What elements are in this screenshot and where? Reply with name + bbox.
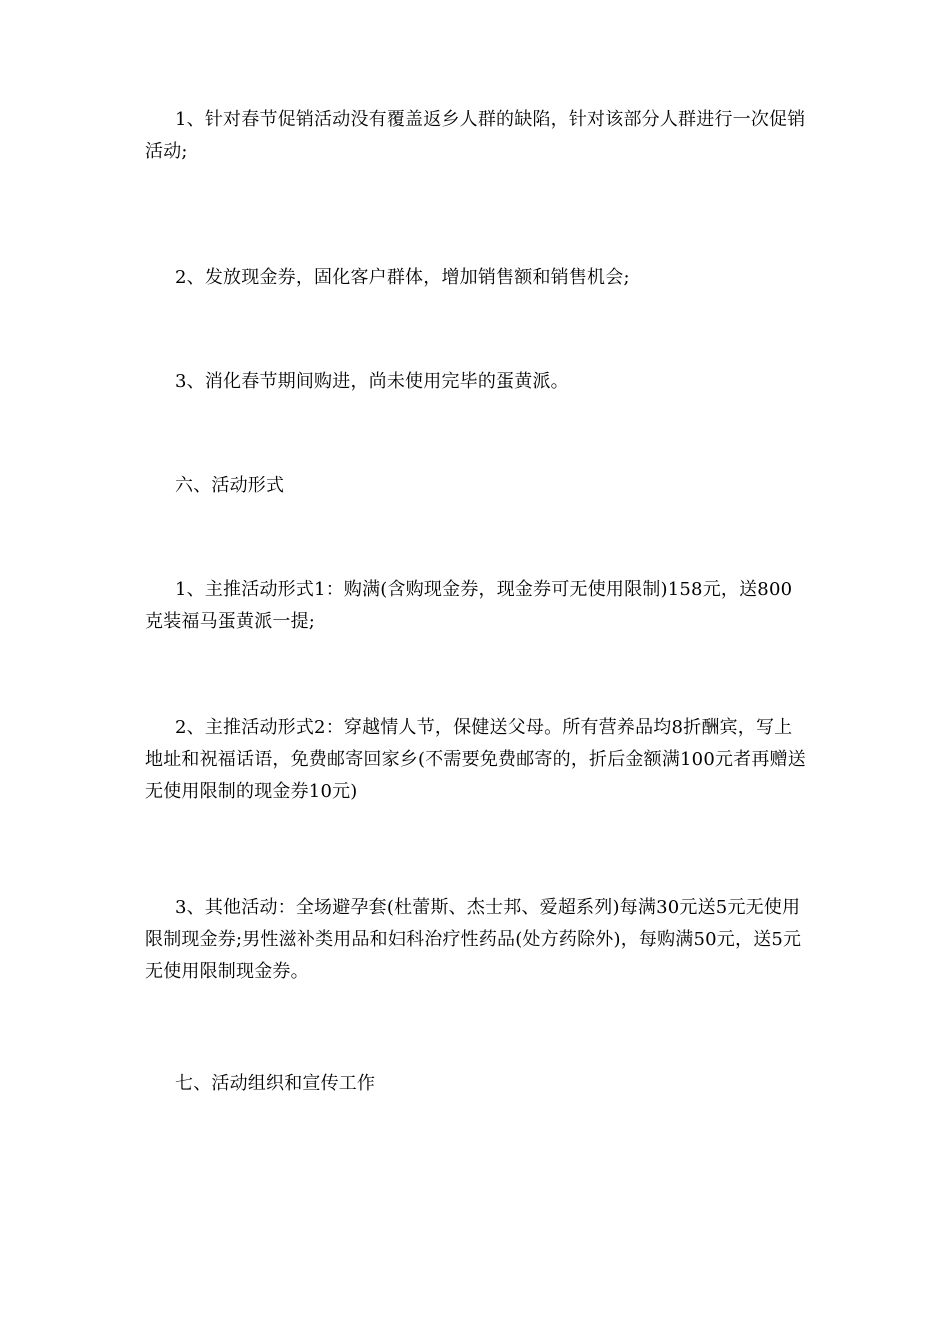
paragraph-objective-3: 3、消化春节期间购进，尚未使用完毕的蛋黄派。 xyxy=(175,371,569,392)
section-heading-organization-promotion: 七、活动组织和宣传工作 xyxy=(175,1073,376,1094)
paragraph-activity-form-2: 2、主推活动形式2：穿越情人节，保健送父母。所有营养品均8折酬宾，写上地址和祝福话语，免费邮寄回家乡(不需要免费邮寄的，折后金额满100元者再赠送无使用限制的现金券10元) xyxy=(145,717,806,802)
paragraph-objective-2: 2、发放现金券，固化客户群体，增加销售额和销售机会; xyxy=(175,267,630,288)
section-heading-activity-form: 六、活动形式 xyxy=(175,475,285,496)
paragraph-activity-form-3: 3、其他活动：全场避孕套(杜蕾斯、杰士邦、爱超系列)每满30元送5元无使用限制现金券;男性滋补类用品和妇科治疗性药品(处方药除外)，每购满50元，送5元无使用限制现金券。 xyxy=(145,897,802,982)
paragraph-objective-1: 1、针对春节促销活动没有覆盖返乡人群的缺陷，针对该部分人群进行一次促销活动; xyxy=(145,109,806,162)
paragraph-activity-form-1: 1、主推活动形式1：购满(含购现金券，现金券可无使用限制)158元，送800克装福马蛋黄派一提; xyxy=(145,579,793,632)
